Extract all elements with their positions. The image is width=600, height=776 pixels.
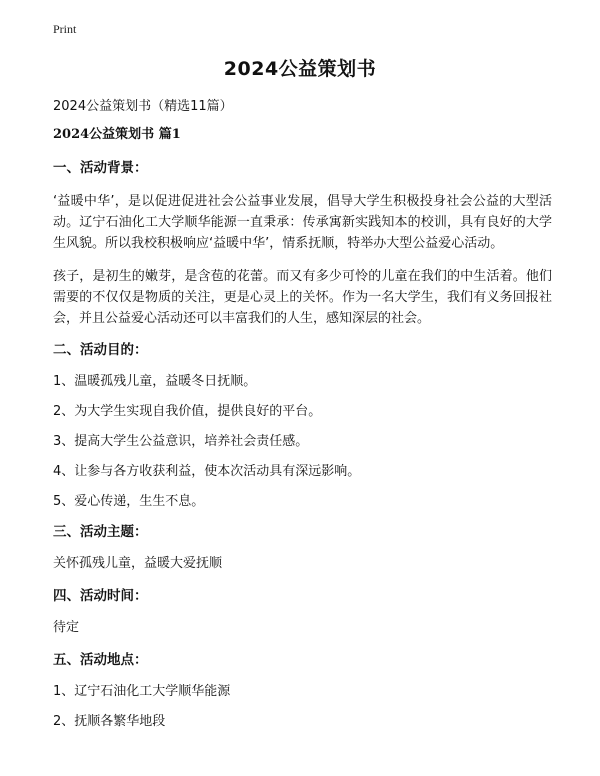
article-title: 2024公益策划书 篇1 [53,127,181,142]
location-list-item: 1、辽宁石油化工大学顺华能源 [53,684,231,699]
section-heading-background: 一、活动背景： [53,160,148,176]
document-title: 2024公益策划书 [223,58,377,80]
purpose-list-item: 1、温暖孤残儿童，益暖冬日抚顺。 [53,374,257,389]
theme-text: 关怀孤残儿童，益暖大爱抚顺 [53,556,223,571]
time-text: 待定 [53,620,80,635]
background-paragraph: ‘益暖中华’，是以促进促进社会公益事业发展，倡导大学生积极投身社会公益的大型活动。辽宁石油化工大学顺华能源一直秉承：传承寓新实践知本的校训，具有良好的大学生风貌。所以我校积极响应‘益暖中华’，情系抚顺，特举办大型公益爱心活动。 [53,194,552,251]
purpose-list-item: 5、爱心传递，生生不息。 [53,494,205,509]
print-label[interactable]: Print [53,22,77,36]
purpose-list-item: 4、让参与各方收获利益，使本次活动具有深远影响。 [53,464,361,479]
document-subtitle: 2024公益策划书（精选11篇） [53,99,233,114]
purpose-list-item: 3、提高大学生公益意识，培养社会责任感。 [53,434,309,449]
location-list-item: 2、抚顺各繁华地段 [53,714,166,729]
purpose-list-item: 2、为大学生实现自我价值，提供良好的平台。 [53,404,322,419]
section-heading-theme: 三、活动主题： [53,524,148,540]
background-paragraph: 孩子，是初生的嫩芽，是含苞的花蕾。而又有多少可怜的儿童在我们的中生活着。他们需要的不仅仅是物质的关注，更是心灵上的关怀。作为一名大学生，我们有义务回报社会，并且公益爱心活动还可以丰富我们的人生，感知深层的社会。 [53,269,552,326]
section-heading-purpose: 二、活动目的： [53,342,148,358]
section-heading-location: 五、活动地点： [53,652,148,668]
section-heading-time: 四、活动时间： [53,588,148,604]
article-body [53,126,552,743]
